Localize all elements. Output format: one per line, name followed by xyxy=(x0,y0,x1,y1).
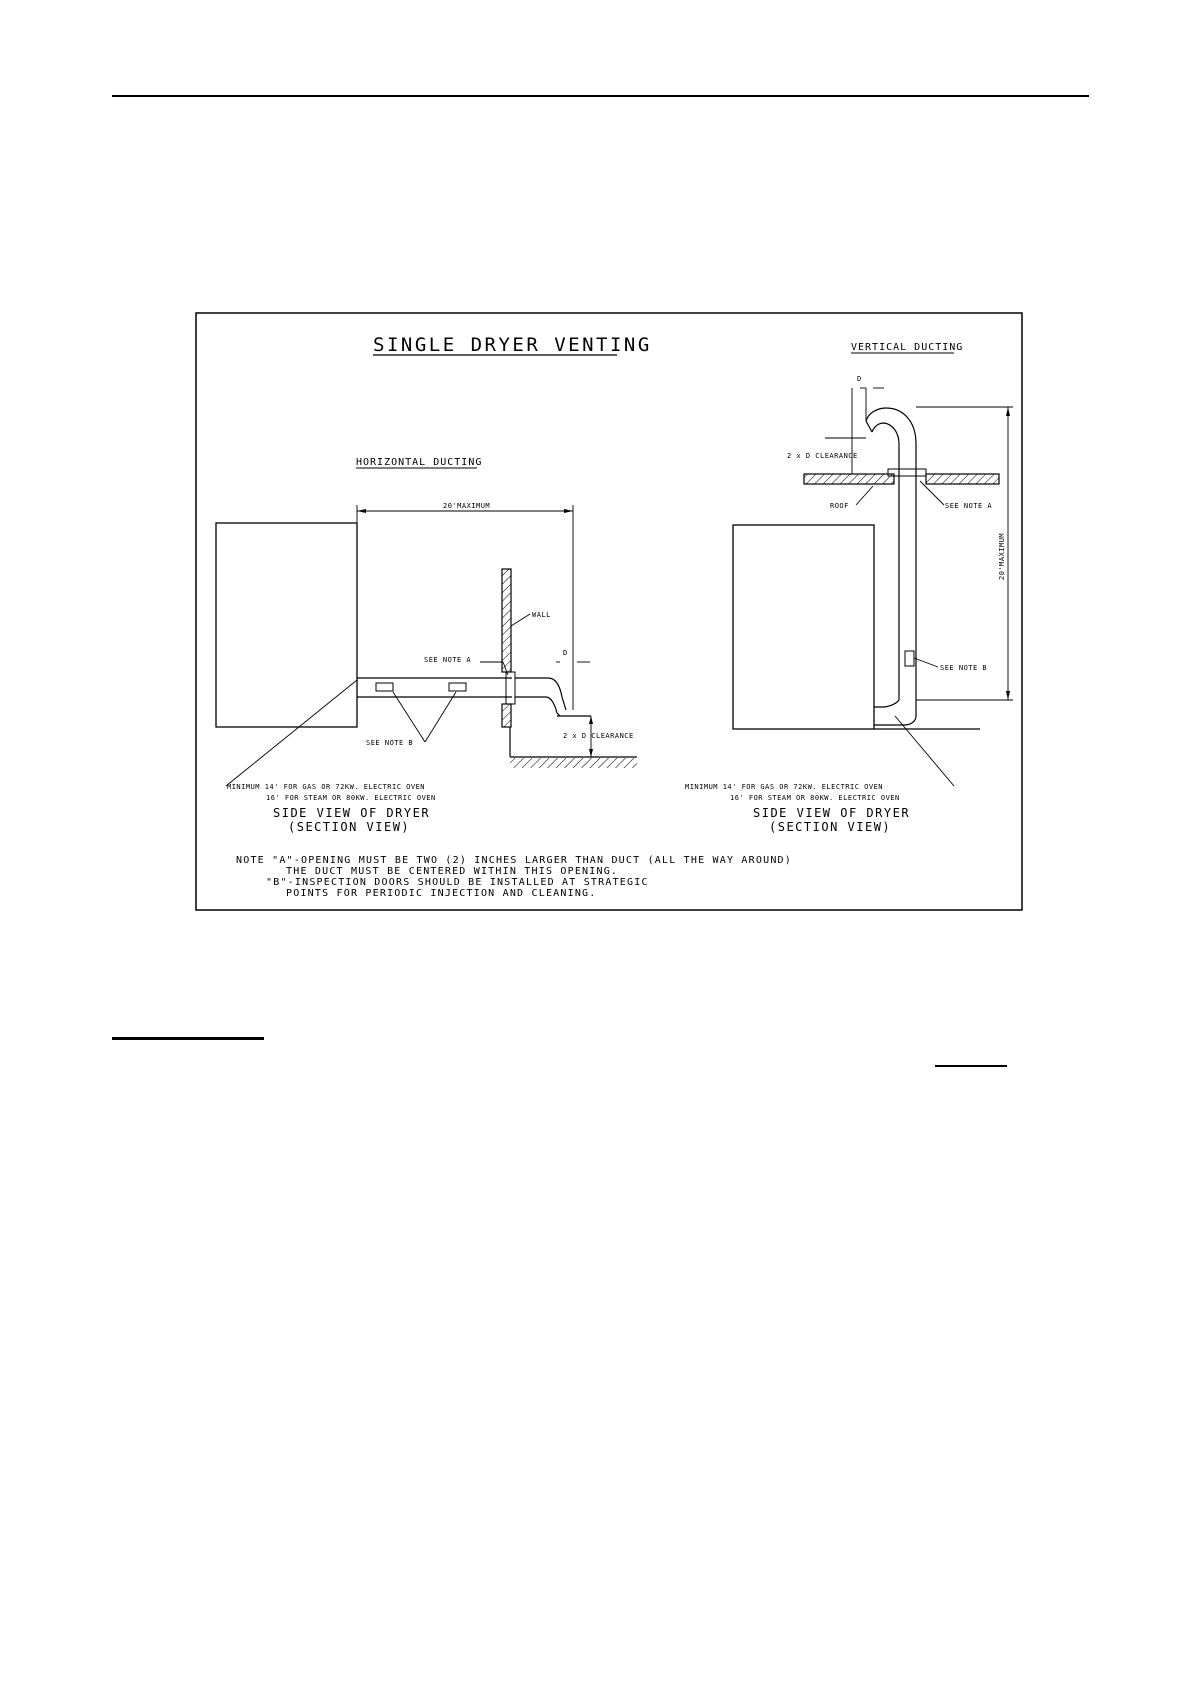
wall-sleeve xyxy=(506,672,515,704)
vertical-ducting xyxy=(685,342,1013,834)
inspection-door-1 xyxy=(376,683,393,691)
roof-left xyxy=(804,474,894,484)
gooseneck-inner xyxy=(872,423,899,444)
horizontal-note-a-label: SEE NOTE A xyxy=(424,656,472,664)
horizontal-side-view-2: (SECTION VIEW) xyxy=(288,820,411,834)
horizontal-min-line-2: 16' FOR STEAM OR 80KW. ELECTRIC OVEN xyxy=(266,794,436,802)
ground-hatch xyxy=(510,758,637,768)
horizontal-ducting xyxy=(216,457,637,834)
note-line-4: POINTS FOR PERIODIC INJECTION AND CLEANING. xyxy=(286,888,597,899)
bottom-elbow-inner xyxy=(874,700,899,707)
roof-right xyxy=(926,474,999,484)
vertical-heading: VERTICAL DUCTING xyxy=(851,342,964,353)
gooseneck-end xyxy=(866,421,872,432)
diagram-title: SINGLE DRYER VENTING xyxy=(373,334,652,356)
note-line-1: NOTE "A"-OPENING MUST BE TWO (2) INCHES LARGER THAN DUCT (ALL THE WAY AROUND) xyxy=(236,855,792,866)
horizontal-dryer-box xyxy=(216,523,357,727)
duct-elbow-top xyxy=(515,678,566,710)
note-line-2: THE DUCT MUST BE CENTERED WITHIN THIS OPENING. xyxy=(286,866,619,877)
vertical-note-b-label: SEE NOTE B xyxy=(940,664,988,672)
wall-lower xyxy=(502,704,511,727)
roof-leader xyxy=(856,486,873,505)
vertical-max-label: 20'MAXIMUM xyxy=(998,532,1006,580)
vertical-d-label: D xyxy=(857,375,862,383)
wall-label: WALL xyxy=(532,611,551,619)
vertical-dryer-box xyxy=(733,525,874,729)
arrow-left xyxy=(357,509,366,513)
vertical-note-a-label: SEE NOTE A xyxy=(945,502,993,510)
clearance-arrow-top xyxy=(589,716,593,724)
horizontal-side-view-1: SIDE VIEW OF DRYER xyxy=(273,806,431,820)
horizontal-note-b-label: SEE NOTE B xyxy=(366,739,414,747)
arrow-right xyxy=(564,509,573,513)
roof-label: ROOF xyxy=(830,502,849,510)
horizontal-heading: HORIZONTAL DUCTING xyxy=(356,457,483,468)
note-line-3: "B"-INSPECTION DOORS SHOULD BE INSTALLED AT STRATEGIC xyxy=(266,877,649,888)
horizontal-min-line-1: MINIMUM 14' FOR GAS OR 72KW. ELECTRIC OVEN xyxy=(227,783,426,791)
wall-leader xyxy=(511,614,530,626)
bottom-rule-right xyxy=(935,1065,1007,1067)
bottom-rule-left xyxy=(112,1037,264,1040)
vertical-inspection-door xyxy=(905,651,914,666)
vertical-side-view-1: SIDE VIEW OF DRYER xyxy=(753,806,911,820)
notes xyxy=(236,855,792,899)
note-b-leader-1 xyxy=(393,692,425,742)
vertical-note-b-leader xyxy=(914,658,938,667)
vertical-note-a-leader xyxy=(920,481,944,505)
vertical-clearance-label: 2 x D CLEARANCE xyxy=(787,452,858,460)
horizontal-min-leader xyxy=(226,680,357,786)
horizontal-max-label: 20'MAXIMUM xyxy=(443,502,491,510)
duct-elbow-bottom xyxy=(515,697,560,716)
vertical-arrow-top xyxy=(1006,407,1010,416)
clearance-arrow-bottom xyxy=(589,749,593,757)
horizontal-d-label: D xyxy=(563,649,568,657)
vertical-min-line-2: 16' FOR STEAM OR 80KW. ELECTRIC OVEN xyxy=(730,794,900,802)
vertical-side-view-2: (SECTION VIEW) xyxy=(769,820,892,834)
vertical-arrow-bottom xyxy=(1006,691,1010,700)
vertical-min-leader xyxy=(895,716,954,786)
wall-upper xyxy=(502,569,511,672)
note-b-leader-2 xyxy=(425,692,456,742)
horizontal-clearance-label: 2 x D CLEARANCE xyxy=(563,732,634,740)
vertical-min-line-1: MINIMUM 14' FOR GAS OR 72KW. ELECTRIC OVEN xyxy=(685,783,884,791)
inspection-door-2 xyxy=(449,683,466,691)
